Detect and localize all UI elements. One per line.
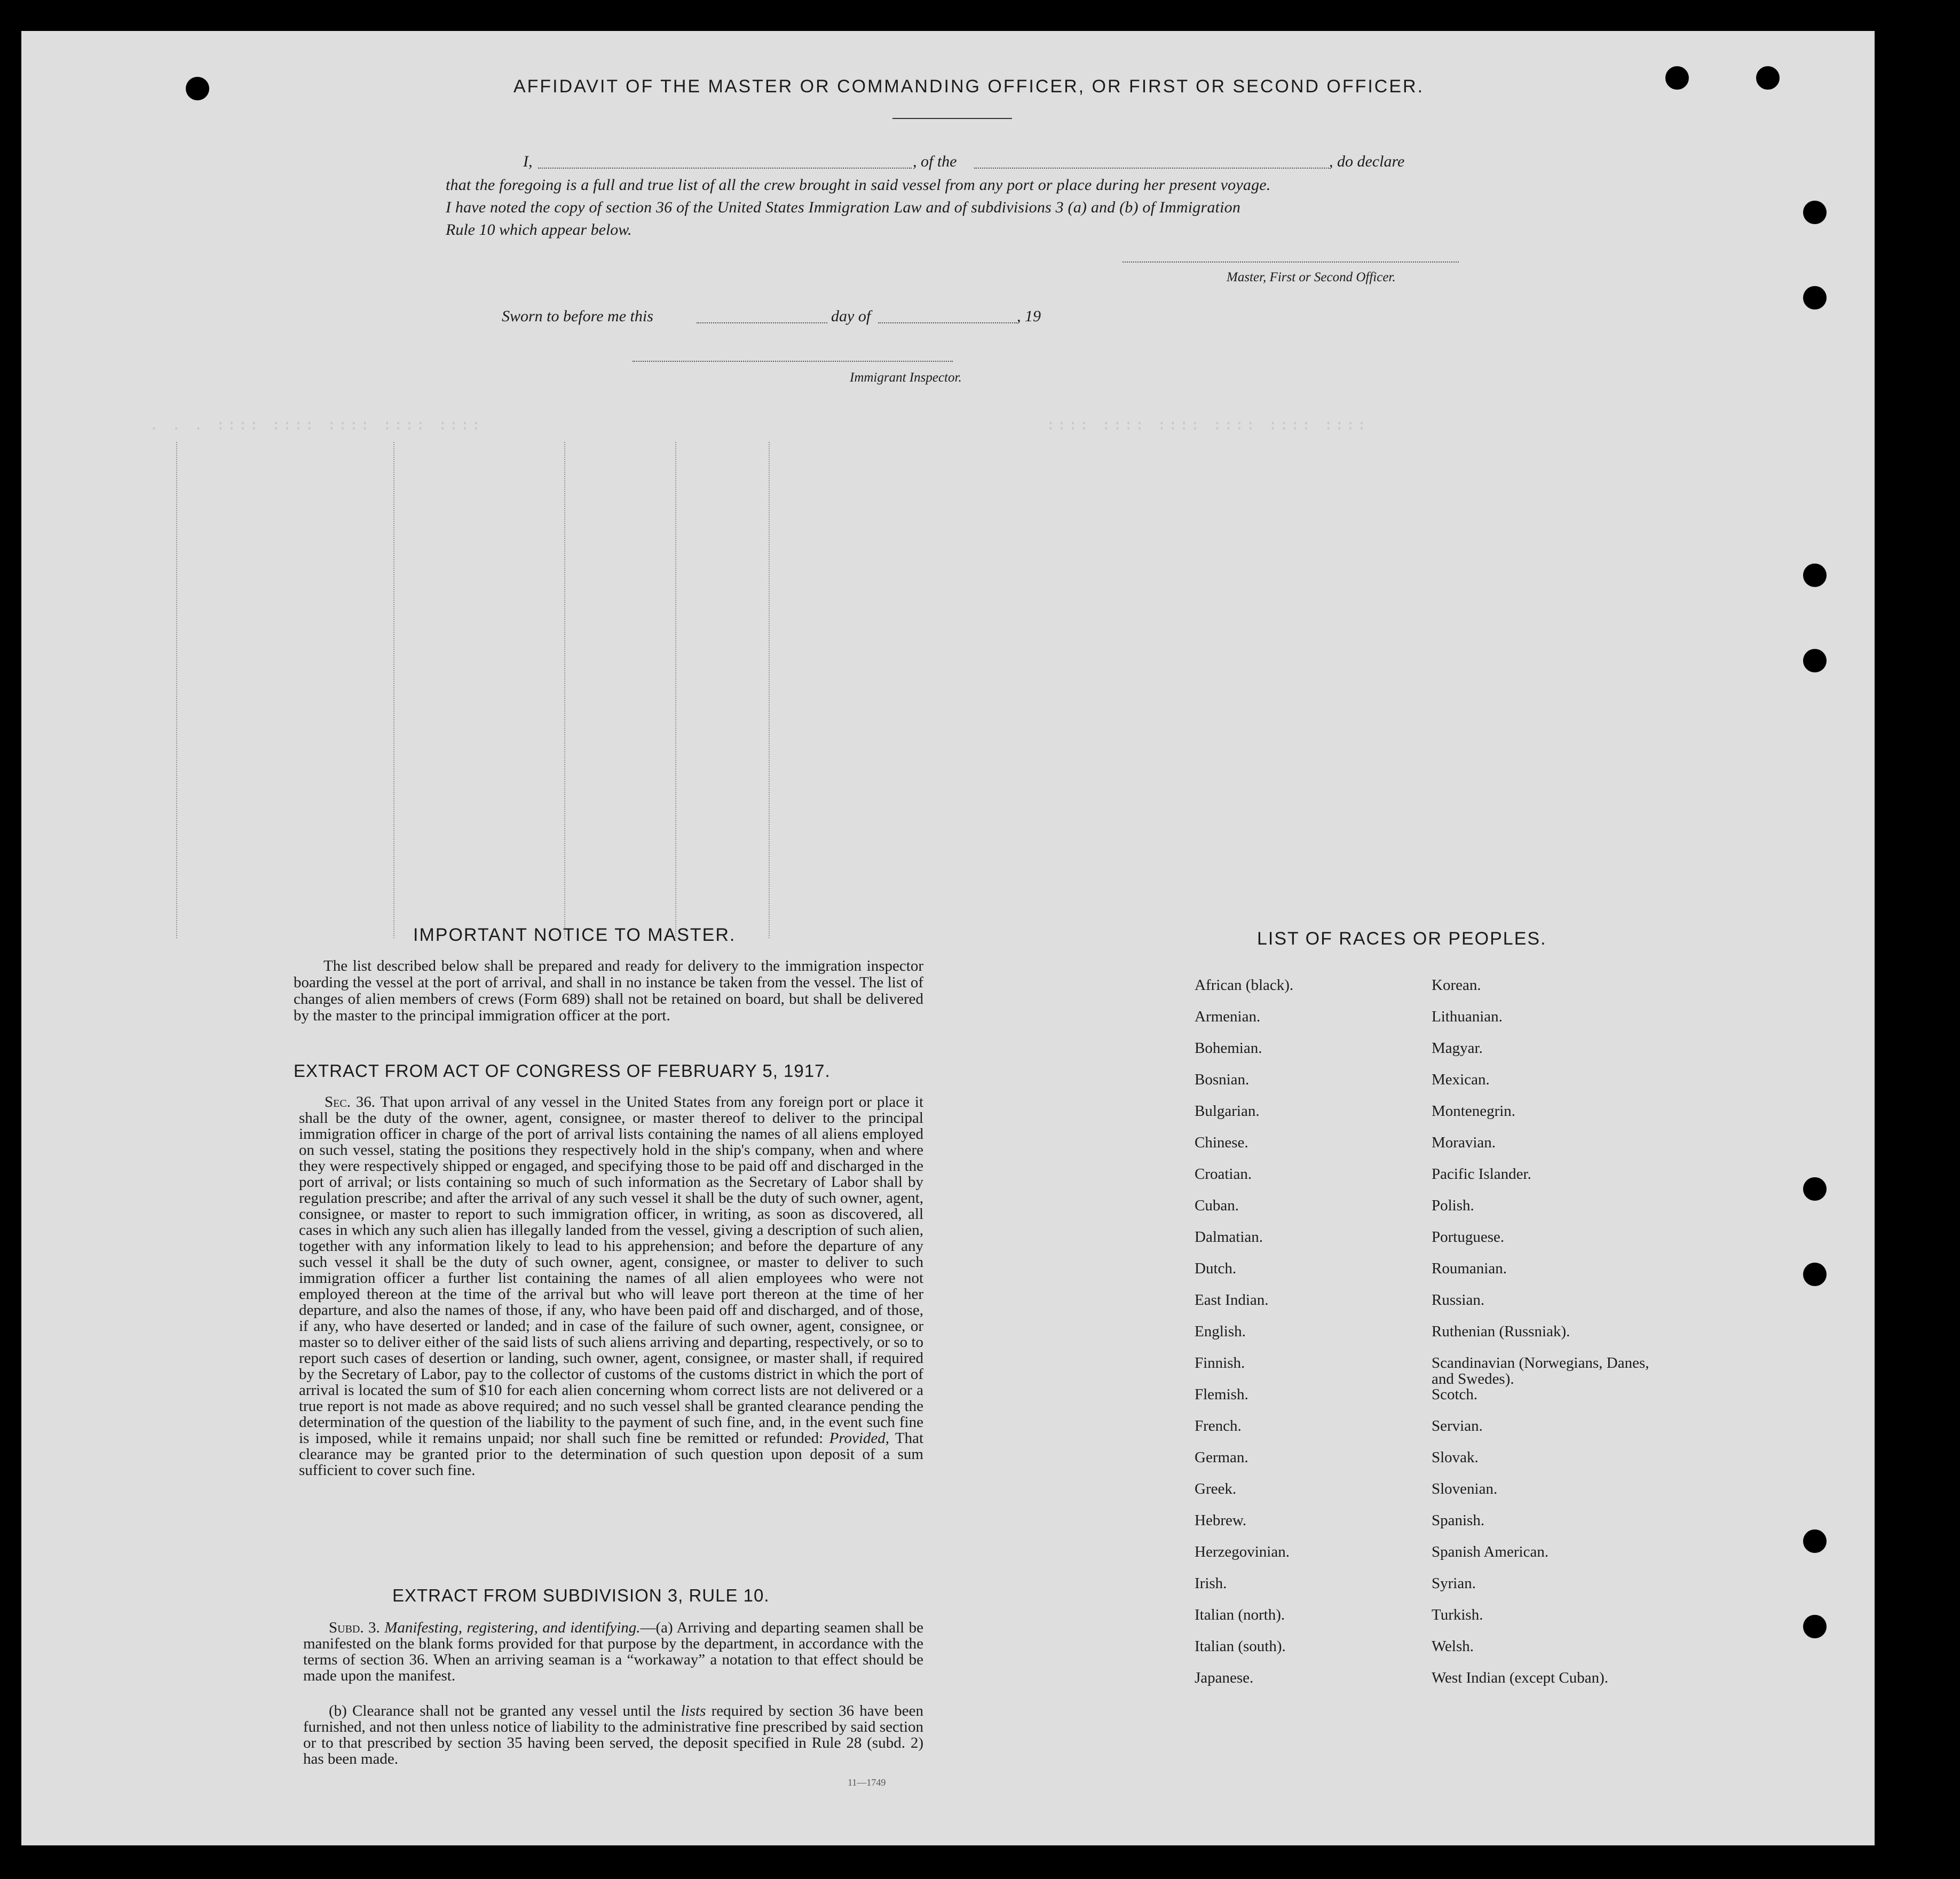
section-label: Sec. 36.	[325, 1093, 376, 1111]
race-item: Irish.	[1195, 1575, 1227, 1592]
race-item: Dutch.	[1195, 1260, 1237, 1277]
races-left-column	[1195, 977, 1293, 1701]
race-item: Syrian.	[1432, 1575, 1476, 1592]
punch-hole	[1803, 1615, 1827, 1638]
race-item: Armenian.	[1195, 1008, 1261, 1025]
affidavit-line4: Rule 10 which appear below.	[446, 221, 632, 239]
sworn-day-field[interactable]	[697, 322, 827, 323]
race-item: Spanish.	[1432, 1512, 1485, 1529]
form-page	[21, 31, 1875, 1845]
race-item: English.	[1195, 1323, 1246, 1340]
notice-paragraph: The list described below shall be prepared and ready for delivery to the immigration inspector boarding the vessel at the port of arrival, and shall in no instance be taken from the vessel. The list of changes of alien members of crews (Form 689) shall not be retained on board, but shall be delivered by the master to the principal immigration officer at the port.	[294, 957, 923, 1024]
race-item: Spanish American.	[1432, 1543, 1549, 1560]
affidavit-i: I,	[523, 153, 533, 170]
race-item: Bohemian.	[1195, 1040, 1262, 1057]
race-item: Bosnian.	[1195, 1071, 1250, 1088]
sworn-month-field[interactable]	[878, 322, 1017, 323]
para-b-end: required by section 36 have been furnished, and not then unless notice of liability to the administrative fine prescribed by said section or to that prescribed by section 35 having been served, the deposit specified in Rule 28 (subd. 2) has been made.	[303, 1702, 924, 1767]
race-item: Mexican.	[1432, 1071, 1490, 1088]
ghost-column-line	[675, 442, 677, 938]
race-item: Ruthenian (Russniak).	[1432, 1323, 1570, 1340]
vessel-field[interactable]	[974, 168, 1329, 169]
race-item: Roumanian.	[1432, 1260, 1507, 1277]
race-item: German.	[1195, 1449, 1248, 1466]
para-b-start: (b) Clearance shall not be granted any vessel until the	[329, 1702, 676, 1719]
race-item: Croatian.	[1195, 1166, 1252, 1183]
punch-hole	[1803, 564, 1827, 587]
race-item: Magyar.	[1432, 1040, 1483, 1057]
rule-para-b	[303, 1703, 923, 1767]
race-item: Polish.	[1432, 1197, 1474, 1214]
subd-label: Subd. 3.	[329, 1619, 380, 1636]
race-item: Lithuanian.	[1432, 1008, 1503, 1025]
race-item: Scotch.	[1432, 1386, 1478, 1403]
affidavit-of-the: , of the	[913, 153, 957, 170]
punch-hole	[1803, 1263, 1827, 1286]
sworn-line	[502, 307, 1142, 329]
race-item: Hebrew.	[1195, 1512, 1247, 1529]
race-item: Dalmatian.	[1195, 1228, 1263, 1246]
race-item: Greek.	[1195, 1480, 1237, 1497]
race-item: Finnish.	[1195, 1354, 1245, 1371]
race-item: Chinese.	[1195, 1134, 1248, 1151]
races-title: LIST OF RACES OR PEOPLES.	[1257, 929, 1547, 949]
affidavit-line2: that the foregoing is a full and true list of all the crew brought in said vessel from any port or place during her present voyage.	[446, 176, 1271, 194]
master-signature-line[interactable]	[1123, 261, 1459, 263]
punch-hole	[1803, 201, 1827, 224]
form-number: 11—1749	[848, 1777, 886, 1788]
act-extract-title: EXTRACT FROM ACT OF CONGRESS OF FEBRUARY 5, 1917.	[294, 1061, 831, 1081]
race-item: Moravian.	[1432, 1134, 1496, 1151]
ghost-column-line	[564, 442, 566, 938]
punch-hole	[1803, 286, 1827, 310]
provided-word: Provided,	[829, 1430, 890, 1447]
race-item: Montenegrin.	[1432, 1103, 1516, 1120]
section-tail: That clearance may be granted prior to the determination of such question upon deposit of a sum sufficient to cover such fine.	[299, 1430, 924, 1479]
punch-hole	[1665, 66, 1689, 90]
ghost-column-line	[769, 442, 771, 938]
affidavit-title: AFFIDAVIT OF THE MASTER OR COMMANDING OFFICER, OR FIRST OR SECOND OFFICER.	[513, 76, 1425, 97]
affidavit-line1	[502, 153, 1484, 174]
inspector-caption: Immigrant Inspector.	[850, 370, 962, 385]
rule-para-a-text: —(a) Arriving and departing seamen shall be manifested on the blank forms provided for that purpose by the department, in accordance with the terms of section 36. When an arriving seaman is a “workaway” a notation to that effect should be made upon the manifest.	[303, 1619, 923, 1684]
punch-hole	[1756, 66, 1780, 90]
race-item: Herzegovinian.	[1195, 1543, 1290, 1560]
race-item: Bulgarian.	[1195, 1103, 1260, 1120]
race-item: Turkish.	[1432, 1606, 1483, 1623]
race-item: West Indian (except Cuban).	[1432, 1669, 1609, 1686]
race-item: Italian (north).	[1195, 1606, 1285, 1623]
race-item: Slovenian.	[1432, 1480, 1498, 1497]
rule-para-a	[303, 1620, 923, 1684]
race-item: French.	[1195, 1417, 1242, 1434]
punch-hole	[1803, 1177, 1827, 1201]
race-item: African (black).	[1195, 977, 1294, 994]
bleed-through-text: :::: :::: :::: :::: :::: ::::	[1046, 418, 1369, 434]
race-item: Pacific Islander.	[1432, 1166, 1531, 1183]
race-item: Scandinavian (Norwegians, Danes, and Swedes).	[1432, 1354, 1649, 1388]
ghost-column-line	[176, 442, 178, 938]
name-field[interactable]	[538, 168, 912, 169]
race-item: Slovak.	[1432, 1449, 1479, 1466]
ghost-column-line	[393, 442, 396, 938]
act-section-36	[299, 1094, 923, 1478]
race-item: East Indian.	[1195, 1291, 1269, 1309]
affidavit-declare: , do declare	[1329, 153, 1405, 170]
races-right-column	[1432, 977, 1666, 1701]
section-text: That upon arrival of any vessel in the United States from any foreign port or place it shall be the duty of the owner, agent, consignee, or master thereof to deliver to the principal immigration officer in charge of the port of arrival lists containing the names of all aliens employed on such vessel, stating the positions they respectively hold in the ship's company, when and where they were respectively shipped or engaged, and specifying those to be paid off and discharged in the port of arrival; or lists containing so much of such information as the Secretary of Labor shall by regulation prescribe; and after the arrival of any such vessel it shall be the duty of such owner, agent, consignee, or master to report to such immigration officer, in writing, as soon as discovered, all cases in which any such alien has illegally landed from the vessel, giving a description of such alien, together with any information likely to lead to his apprehension; and before the departure of any such vessel it shall be the duty of such owner, agent, consignee, or master to deliver to such immigration officer a further list containing the names of all alien employees who were not employed thereon at the time of the arrival but who will leave port thereon at the time of her departure, and also the names of those, if any, who have been paid off and discharged, and of those, if any, who have deserted or landed; and in case of the failure of such owner, agent, consignee, or master so to deliver either of the said lists of such aliens arriving and departing, respectively, or so to report such cases of desertion or landing, such owner, agent, consignee, or master shall, if required by the Secretary of Labor, pay to the collector of customs of the customs district in which the port of arrival is located the sum of $10 for each alien concerning whom correct lists are not delivered or a true report is not made as above required; and no such vessel shall be granted clearance pending the determination of the question of the liability to the payment of such fine, and, in the event such fine is imposed, while it remains unpaid; nor shall such fine be remitted or refunded:	[299, 1093, 924, 1447]
para-b-lists: lists	[681, 1702, 706, 1719]
sworn-prefix: Sworn to before me this	[502, 307, 653, 325]
punch-hole	[1803, 649, 1827, 672]
title-underline	[892, 118, 1012, 119]
master-caption: Master, First or Second Officer.	[1227, 270, 1396, 284]
rule-extract-title: EXTRACT FROM SUBDIVISION 3, RULE 10.	[392, 1585, 770, 1605]
race-item: Welsh.	[1432, 1638, 1474, 1655]
race-item: Cuban.	[1195, 1197, 1239, 1214]
race-item: Flemish.	[1195, 1386, 1248, 1403]
punch-hole	[186, 77, 209, 100]
race-item: Korean.	[1432, 977, 1481, 994]
race-item: Italian (south).	[1195, 1638, 1286, 1655]
race-item: Russian.	[1432, 1291, 1485, 1309]
inspector-signature-line[interactable]	[633, 361, 953, 362]
sworn-year-prefix: , 19	[1017, 307, 1041, 325]
sworn-day-of: day of	[831, 307, 871, 325]
bleed-through-text: . . . :::: :::: :::: :::: ::::	[149, 418, 483, 434]
notice-title: IMPORTANT NOTICE TO MASTER.	[413, 925, 736, 945]
subd-heading: Manifesting, registering, and identifying.	[384, 1619, 641, 1636]
affidavit-line3: I have noted the copy of section 36 of the United States Immigration Law and of subdivisions 3 (a) and (b) of Immigration	[446, 199, 1241, 216]
race-item: Japanese.	[1195, 1669, 1254, 1686]
race-item: Portuguese.	[1432, 1228, 1505, 1246]
punch-hole	[1803, 1529, 1827, 1553]
race-item: Servian.	[1432, 1417, 1483, 1434]
